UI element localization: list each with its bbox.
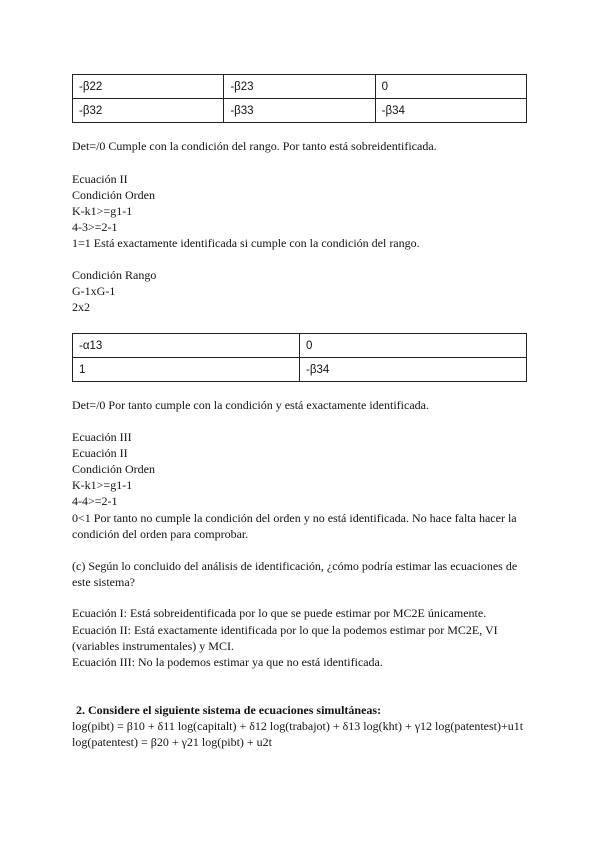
rank-matrix-table-2	[72, 333, 527, 382]
answer-equation-i: Ecuación I: Está sobreidentificada por lo que se puede estimar por MC2E únicamente.	[72, 606, 487, 620]
equation-iii-heading: Ecuación III	[72, 430, 132, 444]
table-cell: -β23	[224, 75, 375, 99]
equation-ii-heading: Ecuación II	[72, 172, 128, 186]
determinant-note-2: Det=/0 Por tanto cumple con la condición y está exactamente identificada.	[72, 398, 429, 412]
table-row	[73, 75, 527, 99]
answer-equation-ii: Ecuación II: Está exactamente identificada por lo que la podemos estimar por MC2E, VI (variables instrumentales) y MCI.	[72, 623, 498, 653]
rank-matrix-table-1	[72, 74, 527, 123]
order-values: 4-3>=2-1	[72, 220, 118, 234]
table-cell: 0	[375, 75, 526, 99]
table-cell: -β33	[224, 99, 375, 123]
equation-ii-subheading: Ecuación II	[72, 446, 128, 460]
table-row	[73, 334, 527, 358]
table-cell: -β32	[73, 99, 224, 123]
table-cell: -β34	[300, 358, 527, 382]
table-cell: 0	[300, 334, 527, 358]
section-2-heading: 2. Considere el siguiente sistema de ecuaciones simultáneas:	[76, 703, 382, 717]
answer-equation-iii: Ecuación III: No la podemos estimar ya que no está identificada.	[72, 655, 383, 669]
order-formula: K-k1>=g1-1	[72, 204, 133, 218]
rank-size: 2x2	[72, 300, 90, 314]
rank-condition-heading: Condición Rango	[72, 268, 157, 282]
order-values: 4-4>=2-1	[72, 494, 118, 508]
table-cell: -β34	[375, 99, 526, 123]
table-row	[73, 99, 527, 123]
rank-formula: G-1xG-1	[72, 284, 116, 298]
table-row	[73, 358, 527, 382]
order-condition-heading: Condición Orden	[72, 462, 155, 476]
order-conclusion: 1=1 Está exactamente identificada si cumple con la condición del rango.	[72, 236, 420, 250]
order-conclusion: 0<1 Por tanto no cumple la condición del orden y no está identificada. No hace falta hacer la condición del orden para comprobar.	[72, 511, 517, 541]
order-condition-heading: Condición Orden	[72, 188, 155, 202]
system-equation-1: log(pibt) = β10 + δ11 log(capitalt) + δ12 log(trabajot) + δ13 log(kht) + γ12 log(patentest)+u1t	[72, 719, 524, 733]
order-formula: K-k1>=g1-1	[72, 478, 133, 492]
table-cell: -α13	[73, 334, 300, 358]
determinant-note-1: Det=/0 Cumple con la condición del rango. Por tanto está sobreidentificada.	[72, 139, 437, 153]
question-c: (c) Según lo concluido del análisis de identificación, ¿cómo podría estimar las ecuaciones de este sistema?	[72, 559, 518, 589]
table-cell: 1	[73, 358, 300, 382]
system-equation-2: log(patentest) = β20 + γ21 log(pibt) + u2t	[72, 735, 273, 749]
table-cell: -β22	[73, 75, 224, 99]
